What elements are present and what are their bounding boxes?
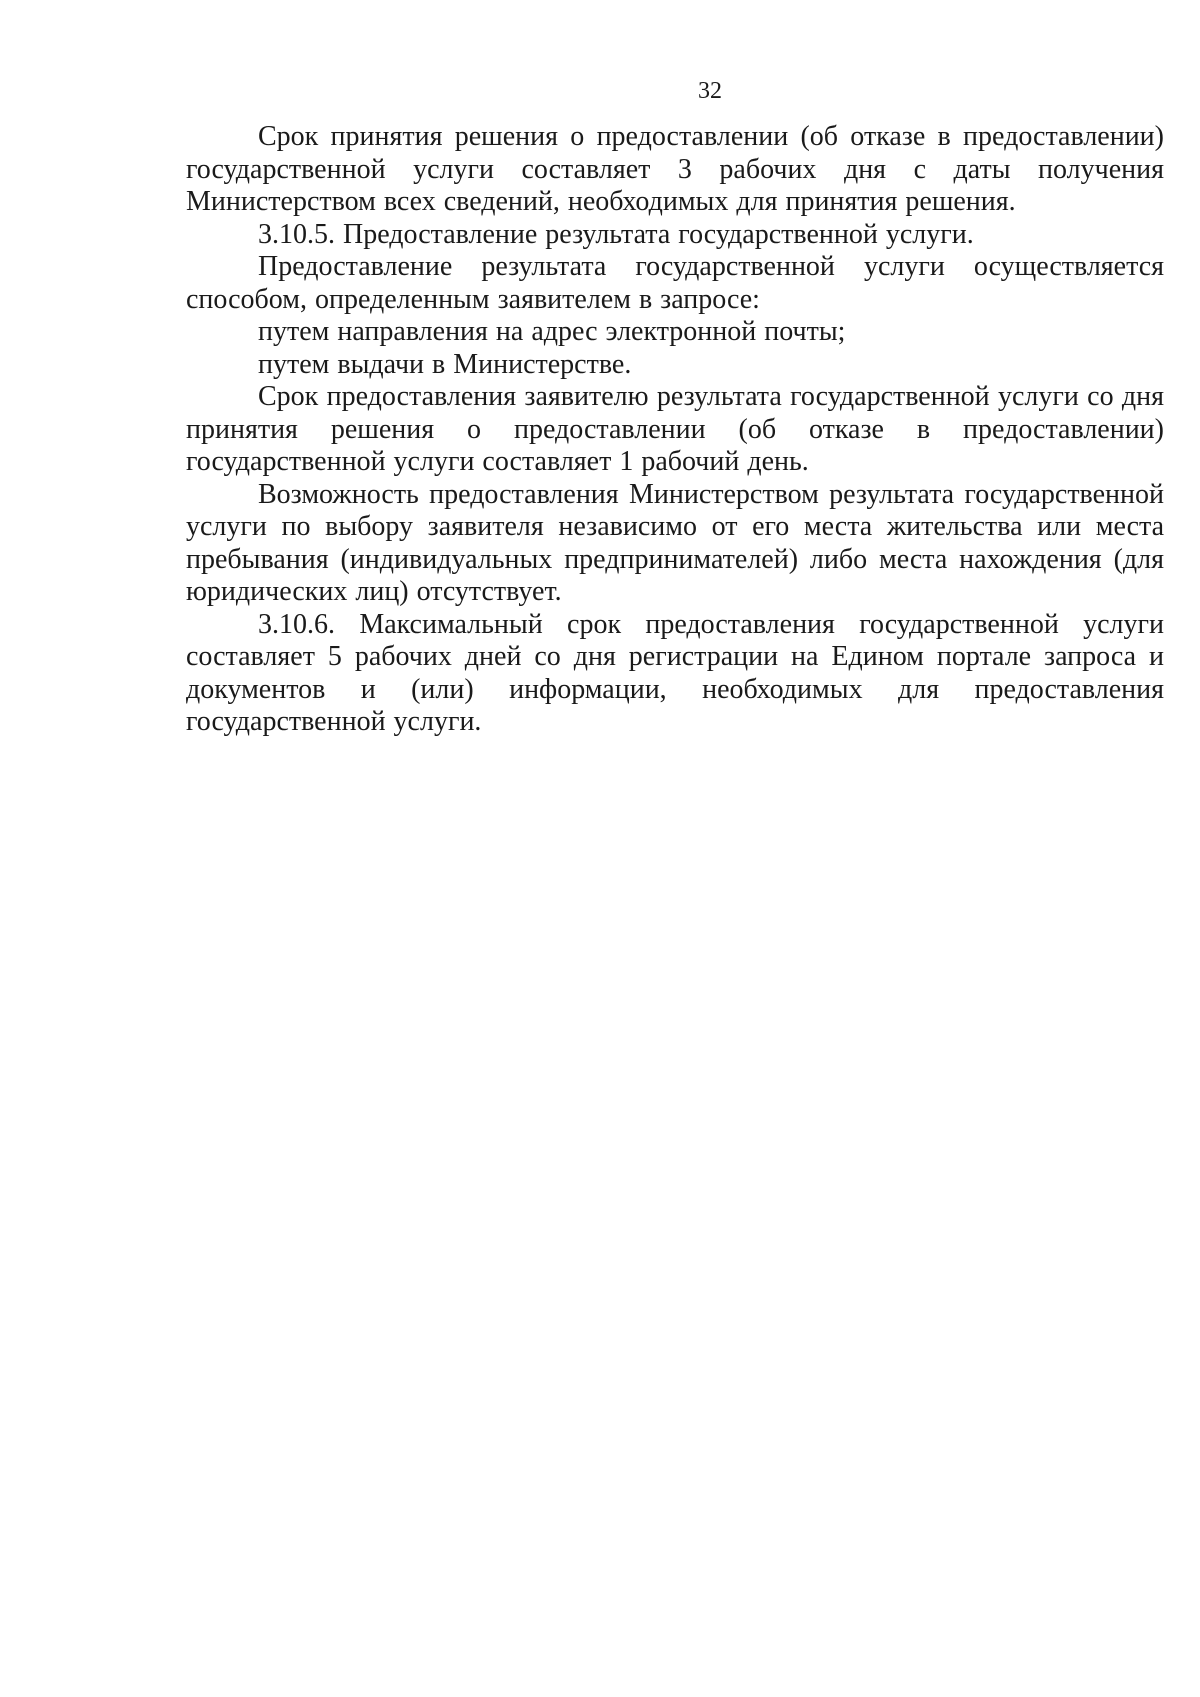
paragraph-section-3-10-6: 3.10.6. Максимальный срок предоставления государственной услуги составляет 5 рабочих дней со дня регистрации на Едином портале запроса и документов и (или) информации, необходимых для предоставления государственной услуги. (186, 608, 1164, 737)
paragraph-ministry-delivery: путем выдачи в Министерстве. (258, 348, 632, 380)
paragraph-email-delivery: путем направления на адрес электронной почты; (258, 316, 846, 347)
paragraph-decision-deadline: Срок принятия решения о предоставлении (об отказе в предоставлении) государственной услуги составляет 3 рабочих дня с даты получения Министерством всех сведений, необходимых для принятия решения. (186, 121, 1164, 217)
paragraph-delivery-deadline: Срок предоставления заявителю результата государственной услуги со дня принятия решения о предоставлении (об отказе в предоставлении) государственной услуги составляет 1 рабочий день. (186, 381, 1164, 477)
page-number: 32 (698, 78, 722, 104)
document-body (186, 121, 1164, 739)
paragraph-section-3-10-5: 3.10.5. Предоставление результата государственной услуги. (258, 218, 974, 250)
paragraph-extraterritorial: Возможность предоставления Министерством результата государственной услуги по выбору заявителя независимо от его места жительства или места пребывания (индивидуальных предпринимателей) либо места нахождения (для юридических лиц) отсутствует. (186, 478, 1164, 607)
paragraph-delivery-method: Предоставление результата государственной услуги осуществляется способом, определенным заявителем в запросе: (186, 251, 1164, 315)
